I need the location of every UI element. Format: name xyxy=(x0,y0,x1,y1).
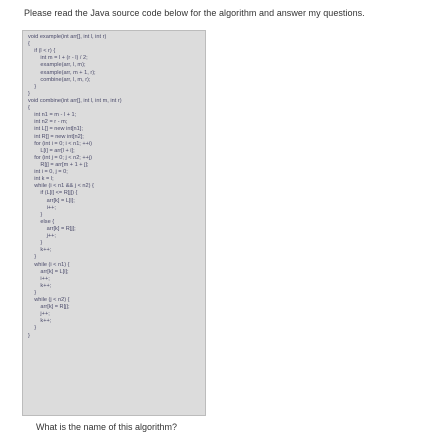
code-line: arr[k] = R[j]; xyxy=(28,304,70,311)
code-line: while (i < n1 && j < n2) { xyxy=(28,183,94,190)
code-line: if (L[i] <= R[j]) { xyxy=(28,190,78,197)
code-line: while (j < n2) { xyxy=(28,297,70,304)
code-line: example(arr, l, m); xyxy=(28,62,86,69)
code-line: combine(arr, l, m, r); xyxy=(28,76,91,83)
instruction-text: Please read the Java source code below for the algorithm and answer my questions. xyxy=(24,8,365,18)
code-line: else { xyxy=(28,218,55,225)
code-line: int m = l + (r - l) / 2; xyxy=(28,55,88,62)
code-line: i++; xyxy=(28,275,50,282)
code-line: void example(int arr[], int l, int r) xyxy=(28,34,107,40)
code-line: example(arr, m + 1, r); xyxy=(28,69,96,76)
code-line: { xyxy=(28,41,30,48)
code-line: { xyxy=(28,105,30,112)
code-line: k++; xyxy=(28,282,52,289)
code-line: } xyxy=(28,211,43,218)
source-code-image xyxy=(22,30,206,416)
code-line: } xyxy=(28,90,30,97)
code-line: if (l < r) { xyxy=(28,48,56,55)
code-line: R[j] = arr[m + 1 + j]; xyxy=(28,161,89,168)
code-line: j++; xyxy=(28,233,56,240)
code-line: while (i < n1) { xyxy=(28,261,70,268)
code-line: int n1 = m - l + 1; xyxy=(28,112,77,119)
code-line: } xyxy=(28,254,37,261)
code-line: k++; xyxy=(28,247,52,254)
code-line: k++; xyxy=(28,318,52,325)
question-text: What is the name of this algorithm? xyxy=(36,422,178,432)
code-line: int n2 = r - m; xyxy=(28,119,68,126)
code-line: arr[k] = L[i]; xyxy=(28,268,69,275)
code-line: for (int j = 0; j < n2; ++j) xyxy=(28,154,93,161)
code-line: void combine(int arr[], int l, int m, int r) xyxy=(28,97,122,104)
code-line: for (int i = 0; i < n1; ++i) xyxy=(28,140,93,147)
code-line: } xyxy=(28,332,30,339)
code-line: arr[k] = R[j]; xyxy=(28,225,76,232)
code-line: arr[k] = L[i]; xyxy=(28,197,75,204)
code-line: int i = 0, j = 0; xyxy=(28,169,68,176)
code-line: } xyxy=(28,240,43,247)
code-line: j++; xyxy=(28,311,50,318)
code-line: } xyxy=(28,325,37,332)
code-line: L[i] = arr[l + i]; xyxy=(28,147,75,154)
code-line: int L[] = new int[n1]; xyxy=(28,126,83,133)
code-line: } xyxy=(28,289,37,296)
code-line: } xyxy=(28,83,37,90)
code-line: int R[] = new int[n2]; xyxy=(28,133,84,140)
code-line: int k = l; xyxy=(28,176,54,183)
code-line: i++; xyxy=(28,204,56,211)
